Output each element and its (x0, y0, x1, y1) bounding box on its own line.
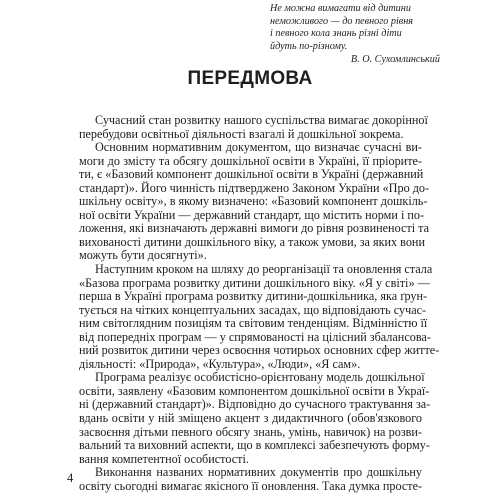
page-number: 4 (67, 471, 74, 485)
paragraph-2 (79, 140, 430, 263)
text-line: освіти, заявлену «Базовим компонентом дошкільної освіти в Украї- (79, 383, 430, 398)
epigraph-line: і певного кола знань різні діти (270, 28, 402, 40)
page-heading: ПЕРЕДМОВА (187, 68, 313, 89)
text-line: засвоєння дітьми певного обсягу знань, умінь, навичок) на розви- (79, 424, 422, 439)
text-line: Програма реалізує особистісно-орієнтовану модель дошкільної (95, 370, 425, 385)
text-line: діяльності: «Природа», «Культура», «Люди», «Я сам». (79, 356, 361, 371)
paragraph-5 (79, 466, 422, 493)
text-line: вання компетентної особистості. (79, 451, 249, 466)
paragraph-3 (79, 262, 440, 371)
body-text (79, 113, 440, 493)
paragraph-1 (79, 113, 428, 141)
text-line: Виконання названих нормативних документів про дошкільну (95, 465, 422, 480)
text-line: тується на чітких концептуальних засадах, що відповідають сучас- (79, 302, 427, 317)
text-line: перебудови освітньої діяльності взагалі й дошкільної зокрема. (79, 126, 404, 141)
text-line: перша в Україні програма розвитку дитини-дошкільника, яка ґрун- (79, 289, 428, 304)
text-line: вальний та виховний аспекти, що в комплексі забезпечують форму- (79, 438, 430, 453)
text-line: ложення, які визначають державні вимоги до рівня розвиненості та (79, 221, 430, 236)
text-line: шкільну освіту», в якому визначено: «Базовий компонент дошкіль- (79, 194, 428, 209)
text-line: вихованості дитини дошкільного віку, а також умови, за яких вони (79, 234, 425, 249)
epigraph-line: йдуть по-різному. (270, 40, 348, 52)
text-line: ної освіти України — державний стандарт, що містить норми і по- (79, 207, 425, 222)
text-line: ні (державний стандарт)». Відповідно до сучасного трактування за- (79, 397, 431, 412)
text-line: освіту сьогодні вимагає якісного її оновлення. Така думка просте- (79, 478, 423, 493)
text-line: Наступним кроком на шляху до реорганізації та оновлення стала (95, 262, 433, 277)
text-line: Сучасний стан розвитку нашого суспільства вимагає докорінної (95, 113, 428, 127)
text-line: ти, є «Базовий компонент дошкільної освіти в Україні (державний (79, 167, 424, 182)
text-line: ний розвиток дитини через освоєння чотирьох основних сфер житте- (79, 343, 440, 358)
text-line: можуть бути досягнуті». (79, 248, 207, 263)
text-line: «Базова програма розвитку дитини дошкільного віку. «Я у світі» — (79, 275, 430, 290)
text-line: від попередніх програм — у спрямованості на цілісний збалансова- (79, 329, 431, 344)
text-line: вдань освіти у ній зміщено акцент з дидактичного (обов'язкового (79, 411, 422, 426)
epigraph (270, 3, 440, 67)
epigraph-line: Не можна вимагати від дитини (270, 3, 411, 14)
text-line: Основним нормативним документом, що визначає сучасні ви- (95, 140, 422, 155)
paragraph-4 (79, 370, 431, 466)
epigraph-line: неможливого — до певного рівня (270, 15, 414, 27)
text-line: моги до змісту та обсягу дошкільної освіти в Україні, її пріорите- (79, 153, 422, 168)
text-line: стандарт)». Його чинність підтверджено Законом України «Про до- (79, 180, 430, 195)
epigraph-author: В. О. Сухомлинський (350, 54, 440, 66)
text-line: ним світоглядним позиціям та світовим тенденціям. Відмінністю її (79, 316, 428, 331)
